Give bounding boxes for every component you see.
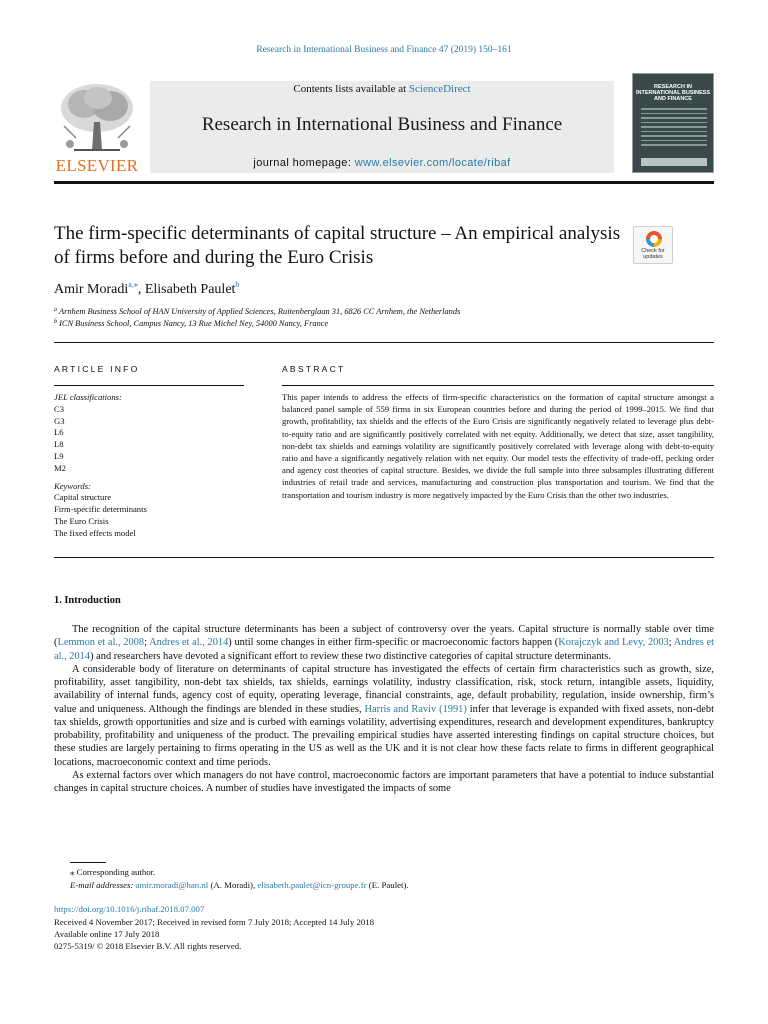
citation-link[interactable]: Harris and Raviv (1991) xyxy=(364,703,467,715)
corresponding-author-note: ⁎ Corresponding author. xyxy=(70,867,156,877)
author-name[interactable]: Elisabeth Paulet xyxy=(144,282,236,297)
email-link[interactable]: amir.moradi@han.nl xyxy=(135,880,209,890)
article-info-divider xyxy=(54,385,244,386)
jel-code: M2 xyxy=(54,462,66,473)
contents-available-line: Contents lists available at ScienceDirect xyxy=(293,83,471,95)
jel-code: G3 xyxy=(54,415,65,426)
citation-link[interactable]: Korajczyk and Levy, 2003 xyxy=(558,637,669,649)
journal-homepage-link[interactable]: www.elsevier.com/locate/ribaf xyxy=(354,157,511,169)
author-name[interactable]: Amir Moradi xyxy=(54,282,129,297)
abstract-label: ABSTRACT xyxy=(282,364,346,374)
section-heading-introduction: 1. Introduction xyxy=(54,595,121,606)
paragraph: The recognition of the capital structure determinants has been a subject of controversy over the years. Capital structure is normally stable over time (Lemmon et al., 2008; Andres et al., 2014) until some changes in either firm-specific or macroeconomic factors happen (Korajczyk and Levy, 2003; Andres et al., 2014) and researchers have devoted a significant effort to review these two distinctive categories of capital structure determinants. xyxy=(54,624,714,662)
paragraph: As external factors over which managers do not have control, macroeconomic factors are important parameters that have a potential to induce substantial changes in capital structure choices. A number of studies have investigated the impacts of some xyxy=(54,769,714,794)
author-list: Amir Moradi$^{a,⁎}$, Elisabeth Paulet$^b$ xyxy=(54,280,240,297)
abstract-divider xyxy=(282,385,714,386)
abstract-text: This paper intends to address the effects of firm-specific characteristics on the formation of capital structure amongst a balanced panel sample of 559 firms in six European countries before and during the period of 1999–2015. We find that growth, profitability, tax shields and the effects of the Euro Crisis are significantly negatively related to leverage plus debt-to-equity ratio and are significantly positively correlated with net equity. Additionally, we detect that size, asset tangibility, non-debt tax shields and earnings volatility are significantly positively correlated with leverage along with debt-to-equity ratio and have a significantly negatively relation with net equity. Our model tests the effectivity of trade-off, pecking order and agency cost theories of capital structure. Besides, we divide the full sample into three subsamples illustrating different industries of retail trade and services, manufacturing and construction plus transportation and tourism. We find that the transportation and tourism industry is more negatively impacted by the Euro Crisis than the other two industries. xyxy=(282,392,714,500)
sciencedirect-link[interactable]: ScienceDirect xyxy=(408,83,471,95)
check-for-updates-label: Check for updates xyxy=(641,248,665,260)
citation-link[interactable]: Andres et al., 2014 xyxy=(54,637,714,662)
introduction-body xyxy=(54,623,714,795)
citation-link[interactable]: Andres et al., 2014 xyxy=(149,637,229,649)
article-info-label: ARTICLE INFO xyxy=(54,364,140,374)
crossmark-icon xyxy=(646,231,662,247)
available-online-date: Available online 17 July 2018 xyxy=(54,929,160,939)
author-affiliation-marker[interactable]: a,⁎ xyxy=(128,280,138,289)
header-divider xyxy=(54,181,714,184)
copyright-notice: 0275-5319/ © 2018 Elsevier B.V. All rights reserved. xyxy=(54,941,242,951)
jel-code: L6 xyxy=(54,427,64,438)
section-divider xyxy=(54,557,714,558)
journal-title: Research in International Business and Finance xyxy=(201,114,563,135)
doi-link[interactable]: https://doi.org/10.1016/j.ribaf.2018.07.007 xyxy=(54,904,205,914)
keyword: The Euro Crisis xyxy=(54,515,109,526)
keyword: Capital structure xyxy=(54,492,112,503)
check-for-updates-button[interactable] xyxy=(633,226,673,264)
jel-heading: JEL classifications: xyxy=(54,392,122,402)
affiliation: $^a$ Arnhem Business School of HAN University of Applied Sciences, Ruitenberglaan 31, 6826 CC Arnhem, the Netherlands xyxy=(54,307,461,316)
tree-logo-icon xyxy=(54,80,140,156)
keyword: The fixed effects model xyxy=(54,527,136,538)
keywords-heading: Keywords: xyxy=(54,480,91,491)
email-link[interactable]: elisabeth.paulet@icn-groupe.fr xyxy=(257,880,367,890)
section-divider xyxy=(54,342,714,343)
keyword: Firm-specific determinants xyxy=(54,504,147,515)
footnote-divider xyxy=(70,862,106,863)
citation-link[interactable]: Lemmon et al., 2008 xyxy=(57,637,145,649)
affiliation: $^b$ ICN Business School, Campus Nancy, 13 Rue Michel Ney, 54000 Nancy, France xyxy=(54,319,329,328)
jel-code: L9 xyxy=(54,450,64,461)
journal-cover-title: RESEARCH IN INTERNATIONAL BUSINESS AND FINANCE xyxy=(635,84,711,102)
publisher-logo[interactable] xyxy=(54,80,140,176)
article-info-column xyxy=(54,392,244,540)
journal-cover-image[interactable] xyxy=(632,73,714,173)
publisher-logo-text: ELSEVIER xyxy=(55,156,139,175)
paragraph: A considerable body of literature on determinants of capital structure has investigated the effects of certain firm characteristics such as growth, size, profitability, asset tangibility, non-debt tax shields, tax shields, earnings volatility, industry classification, risk, stock return, intangible assets, liquidity, availability of internal funds, agency cost of equity, operating leverage, financial constraints, age, default probability, regulation, inside ownership, firm’s value and uniqueness. Although the findings are blended in these studies, Harris and Raviv (1991) infer that leverage is expanded with fixed assets, non-debt tax shields, growth opportunities and size and is curbed with earnings volatility, advertising expenditures, research and development expenditures, bankruptcy probability, profitability and uniqueness of the product. The prevailing empirical studies have asserted interesting findings on capital structure choices, but these studies are largely pertaining to firms operating in the US as well as the UK and it is not clear how these facts relate to firms in different geographical locations, macroeconomic context and time periods. xyxy=(54,663,714,768)
jel-code: C3 xyxy=(54,403,65,414)
article-title: The firm-specific determinants of capital structure – An empirical analysis of firms before and during the Euro Crisis xyxy=(54,223,621,268)
journal-homepage-line: journal homepage: www.elsevier.com/locate/ribaf xyxy=(253,157,511,169)
received-dates: Received 4 November 2017; Received in revised form 7 July 2018; Accepted 14 July 2018 xyxy=(54,917,375,927)
journal-citation[interactable]: Research in International Business and Finance 47 (2019) 150–161 xyxy=(256,45,512,55)
journal-banner xyxy=(150,81,614,173)
jel-code: L8 xyxy=(54,439,64,450)
journal-cover-contents xyxy=(641,108,707,149)
author-affiliation-marker[interactable]: b xyxy=(235,280,240,289)
email-addresses: E-mail addresses: amir.moradi@han.nl (A. Moradi), elisabeth.paulet@icn-groupe.fr (E. Paulet). xyxy=(70,880,409,890)
journal-cover-footer xyxy=(641,158,707,166)
